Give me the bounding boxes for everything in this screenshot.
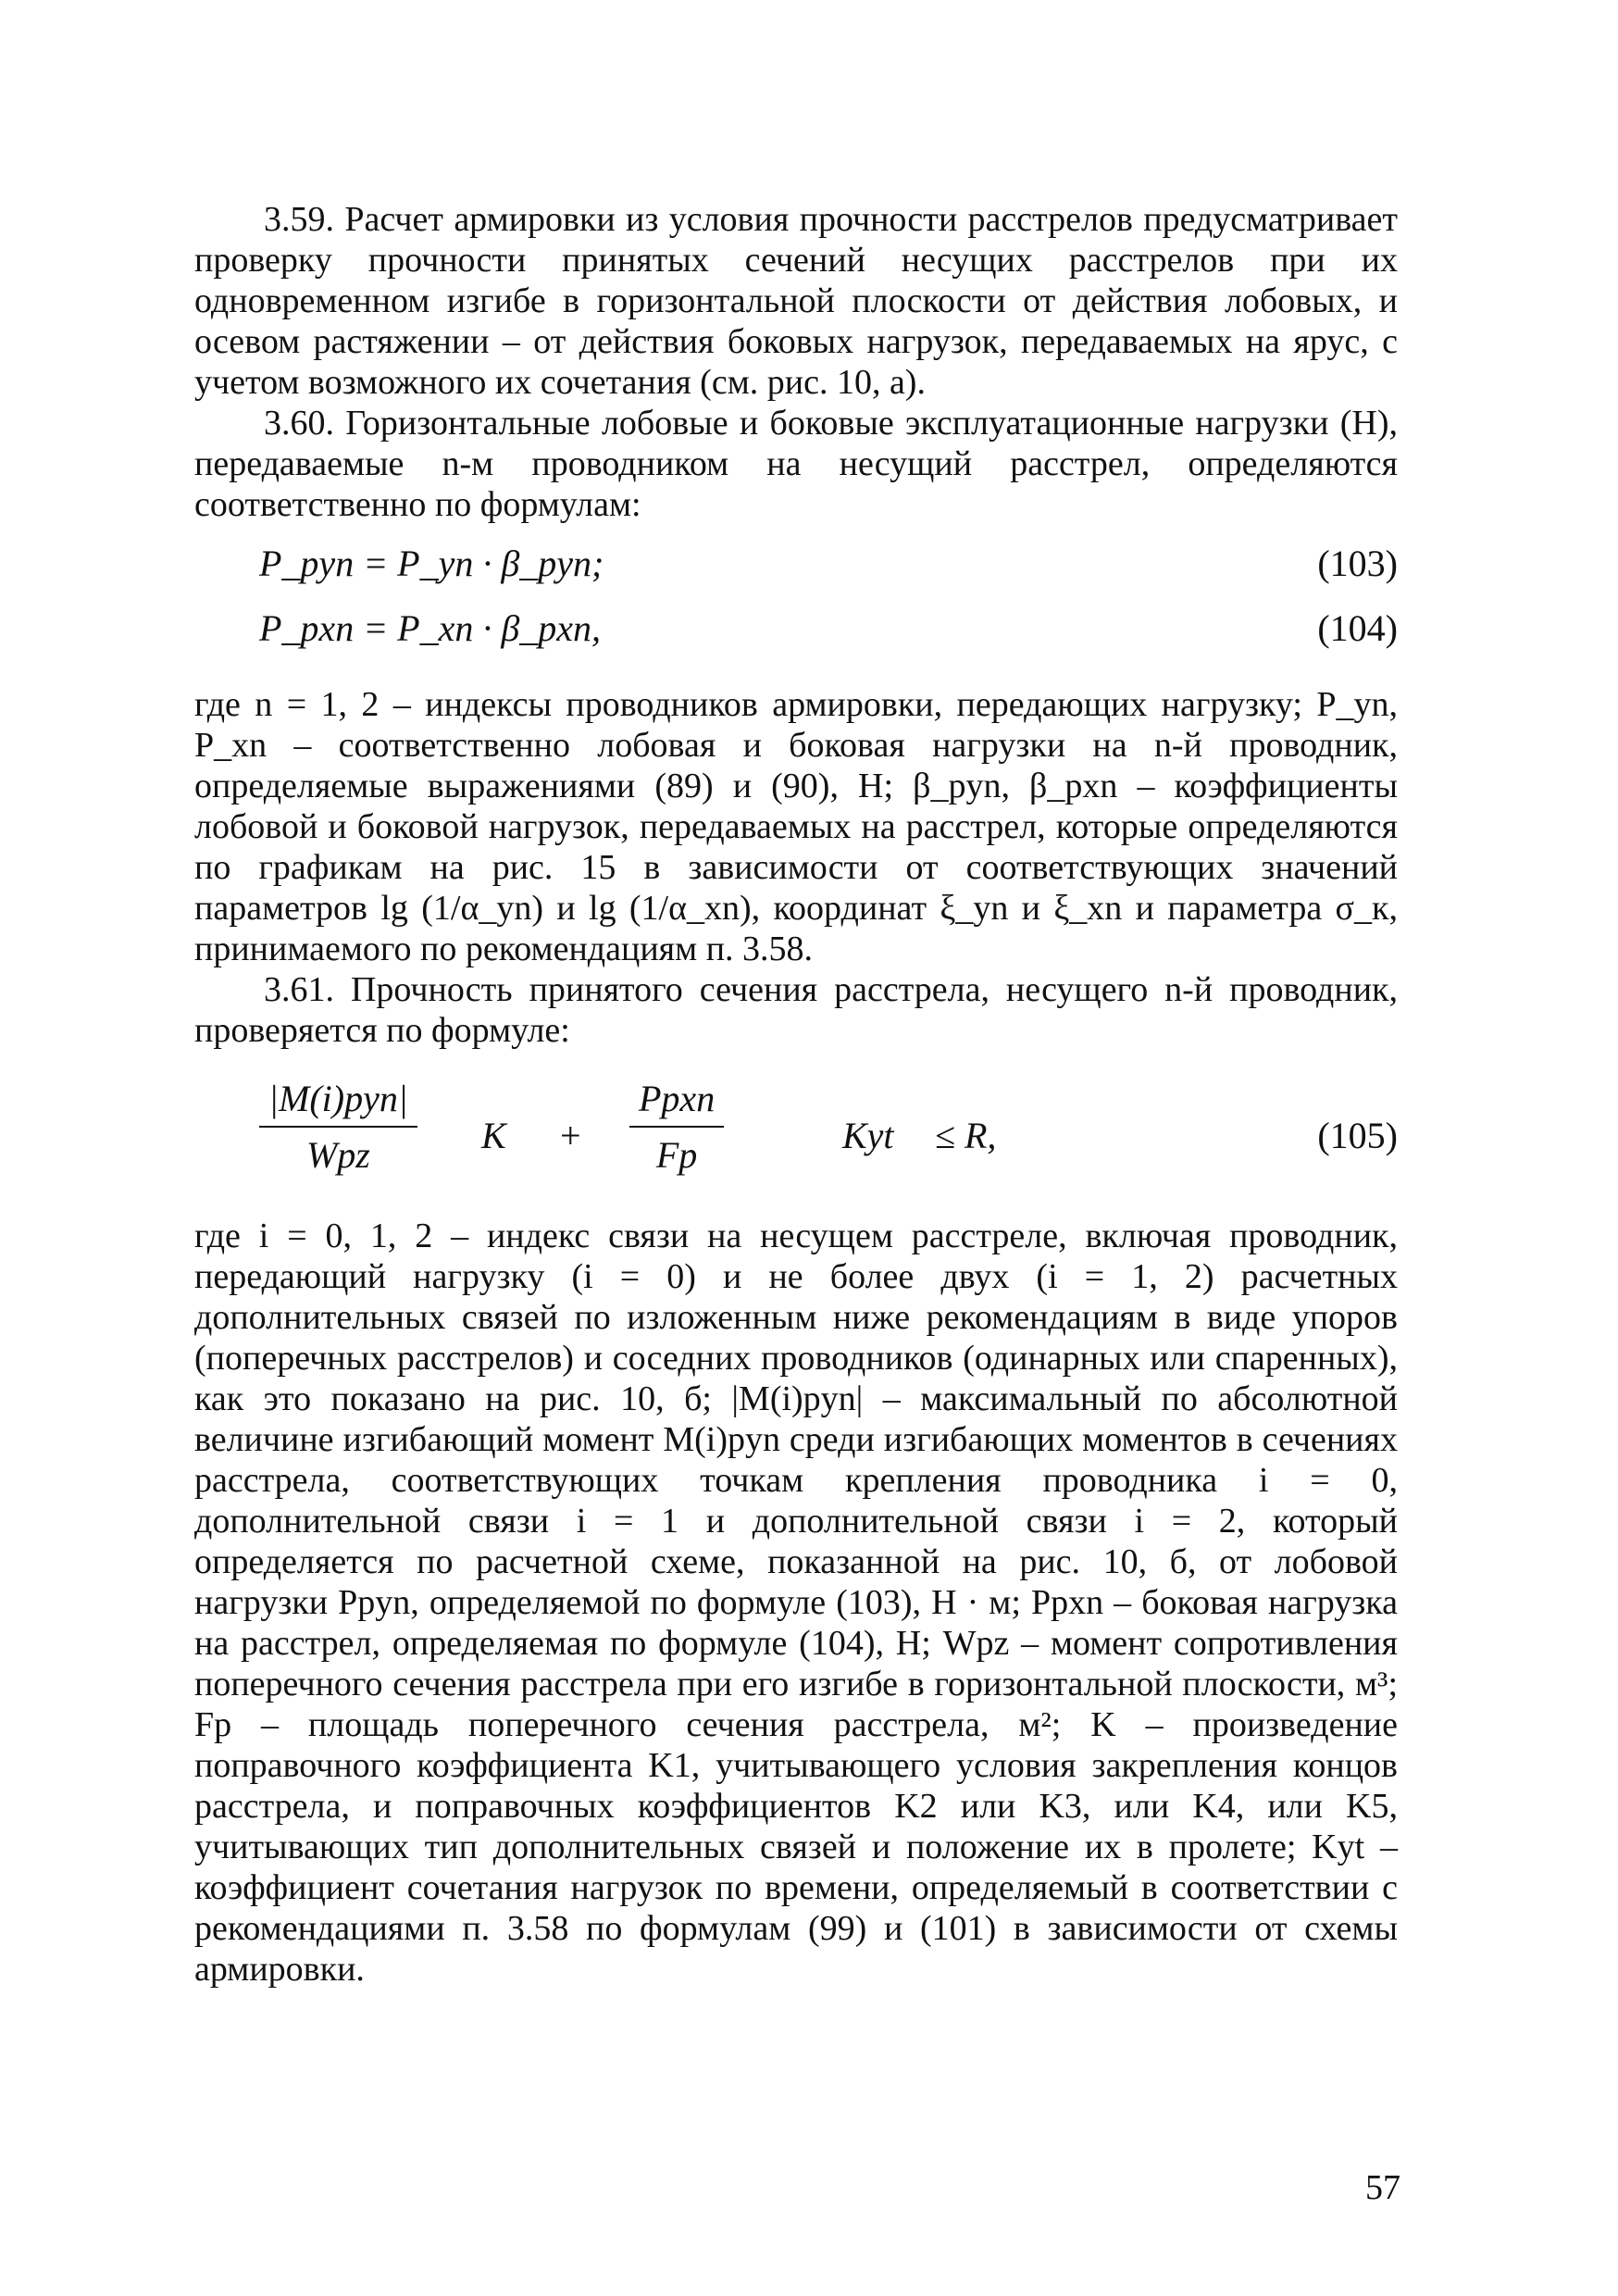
fraction-force-numerator: Ppxn [639,1078,716,1119]
coefficient-kyt: Kyt [842,1115,894,1156]
paragraph-3-61: 3.61. Прочность принятого сечения расстрела, несущего n-й проводник, проверяется по формуле: [194,970,1398,1050]
formula-103-number: (103) [1317,543,1398,584]
page-number: 57 [1365,2168,1400,2207]
paragraph-3-60: 3.60. Горизонтальные лобовые и боковые эксплуатационные нагрузки (Н), передаваемые n-м проводником на несущий расстрел, определяются соответственно по формулам: [194,404,1398,524]
page-content [194,199,1398,1990]
fraction-bar [629,1126,724,1128]
fraction-bar [259,1126,417,1128]
formula-104-number: (104) [1317,607,1398,649]
fraction-moment [259,1077,417,1177]
plus-sign: + [560,1115,581,1156]
formula-104-text: P_pxn = P_xn · β_pxn, [259,607,602,649]
formula-103 [194,542,1398,606]
formula-104 [194,606,1398,671]
fraction-force-denominator: Fp [655,1134,698,1176]
formula-105-number: (105) [1317,1115,1398,1156]
fraction-moment-numerator: |M(i)pyn| [268,1078,408,1119]
fraction-force [629,1077,724,1177]
coefficient-k: K [481,1115,506,1156]
relation-le-r: ≤ R, [935,1115,997,1156]
fraction-moment-denominator: Wpz [305,1134,370,1176]
paragraph-where-1: где n = 1, 2 – индексы проводников армировки, передающих нагрузку; P_yn, P_xn – соответственно лобовая и боковая нагрузки на n-й проводник, определяемые выражениями (89) и (90), Н; β_pyn, β_pxn – коэффициенты лобовой и боковой нагрузок, передаваемых на расстрел, которые определяются по графикам на рис. 15 в зависимости от соответствующих значений параметров lg (1/α_yn) и lg (1/α_xn), координат ξ_yn и ξ_xn и параметра σ_к, принимаемого по рекомендациям п. 3.58. [194,685,1398,968]
paragraph-where-2: где i = 0, 1, 2 – индекс связи на несущем расстреле, включая проводник, передающий нагрузку (i = 0) и не более двух (i = 1, 2) расчетных дополнительных связей по изложенным ниже рекомендациям в виде упоров (поперечных расстрелов) и соседних проводников (одинарных или спаренных), как это показано на рис. 10, б; |M(i)pyn| – максимальный по абсолютной величине изгибающий момент M(i)pyn среди изгибающих моментов в сечениях расстрела, соответствующих точкам крепления проводника i = 0, дополнительной связи i = 1 и дополнительной связи i = 2, который определяется по расчетной схеме, показанной на рис. 10, б, от лобовой нагрузки Ppyn, определяемой по формуле (103), Н · м; Ppxn – боковая нагрузка на расстрел, определяемая по формуле (104), Н; Wpz – момент сопротивления поперечного сечения расстрела при его изгибе в горизонтальной плоскости, м³; Fp – площадь поперечного сечения расстрела, м²; K – произведение поправочного коэффициента K1, учитывающего условия закрепления концов расстрела, и поправочных коэффициентов K2 или K3, или K4, или K5, учитывающих тип дополнительных связей и положение их в пролете; Kyt – коэффициент сочетания нагрузок по времени, определяемый в соответствии с рекомендациями п. 3.58 по формулам (99) и (101) в зависимости от схемы армировки. [194,1217,1398,1989]
formula-103-text: P_pyn = P_yn · β_pyn; [259,543,604,584]
paragraph-3-59: 3.59. Расчет армировки из условия прочности расстрелов предусматривает проверку прочности принятых сечений несущих расстрелов при их одновременном изгибе в горизонтальной плоскости от действия лобовых, и осевом растяжении – от действия боковых нагрузок, передаваемых на ярус, с учетом возможного их сочетания (см. рис. 10, а). [194,200,1398,402]
formula-105 [194,1077,1398,1216]
